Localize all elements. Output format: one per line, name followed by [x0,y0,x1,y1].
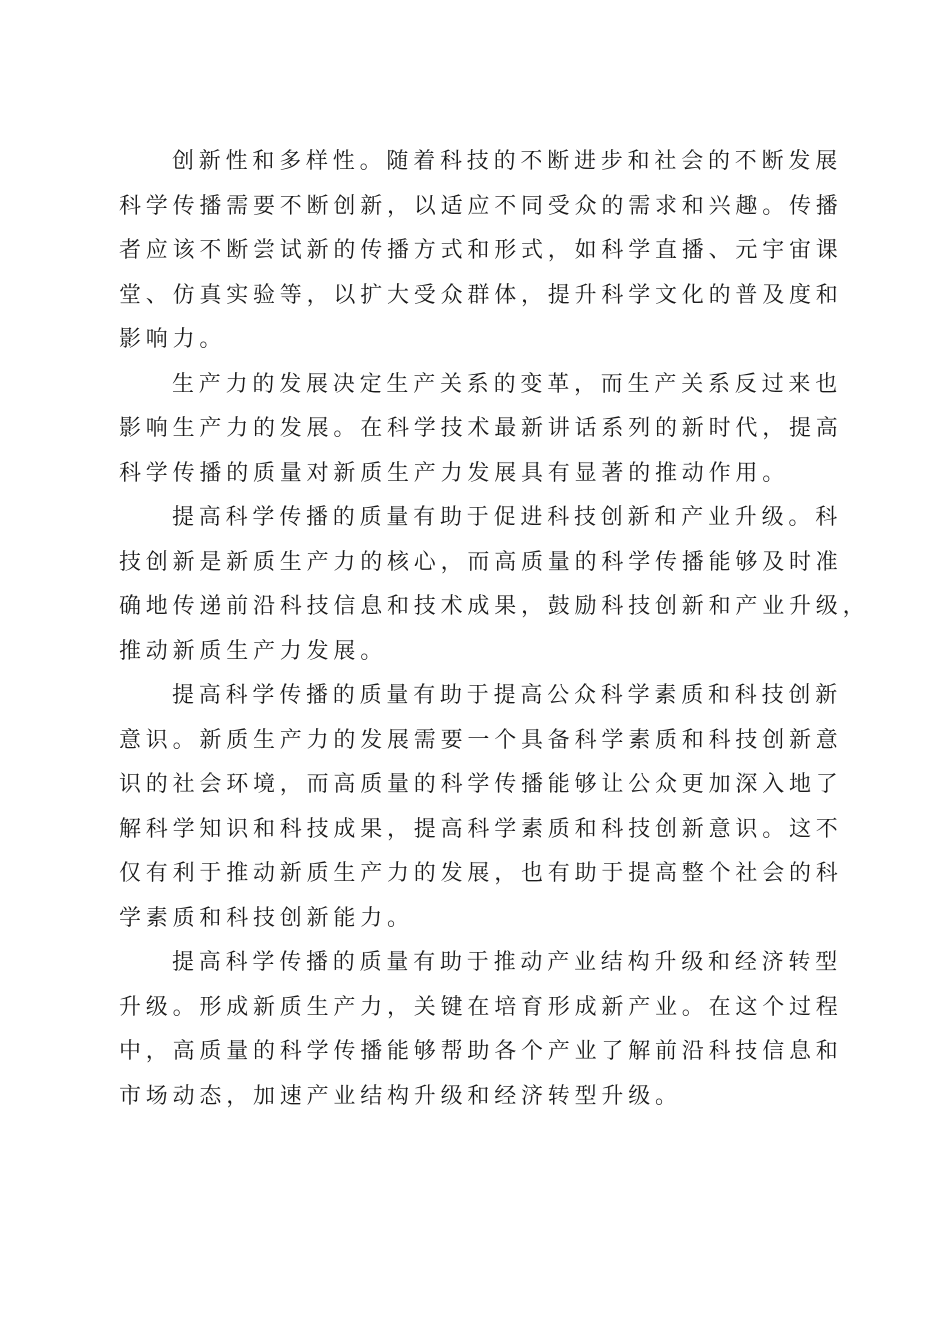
text-line: 生产力的发展决定生产关系的变革，而生产关系反过来也 [172,371,843,397]
text-line: 仅有利于推动新质生产力的发展，也有助于提高整个社会的科 [119,861,843,886]
text-line: 识的社会环境，而高质量的科学传播能够让公众更加深入地了 [119,772,843,797]
text-line: 提高科学传播的质量有助于推动产业结构升级和经济转型 [172,950,843,975]
text-line: 意识。新质生产力的发展需要一个具备科学素质和科技创新意 [119,727,843,753]
text-line: 推动新质生产力发展。 [119,638,388,664]
text-line: 确地传递前沿科技信息和技术成果，鼓励科技创新和产业升级， [119,594,870,619]
text-line: 提高科学传播的质量有助于促进科技创新和产业升级。科 [172,505,843,530]
body-text [119,140,870,1119]
text-line: 科学传播的质量对新质生产力发展具有显著的推动作用。 [119,460,790,486]
text-line: 升级。形成新质生产力，关键在培育形成新产业。在这个过程 [119,994,843,1020]
text-line: 者应该不断尝试新的传播方式和形式，如科学直播、元宇宙课 [119,238,843,263]
text-line: 影响生产力的发展。在科学技术最新讲话系列的新时代，提高 [119,416,843,441]
text-line: 学素质和科技创新能力。 [119,905,414,931]
paragraph-1 [119,140,843,363]
text-line: 堂、仿真实验等，以扩大受众群体，提升科学文化的普及度和 [119,282,843,308]
text-line: 中，高质量的科学传播能够帮助各个产业了解前沿科技信息和 [119,1039,843,1064]
paragraph-4 [119,674,843,941]
paragraph-5 [119,941,843,1119]
text-line: 影响力。 [119,327,227,352]
paragraph-3 [119,496,870,674]
text-line: 科学传播需要不断创新，以适应不同受众的需求和兴趣。传播 [119,193,843,219]
paragraph-2 [119,363,843,497]
text-line: 市场动态，加速产业结构升级和经济转型升级。 [119,1083,682,1109]
text-line: 创新性和多样性。随着科技的不断进步和社会的不断发展 [172,149,843,174]
text-line: 技创新是新质生产力的核心，而高质量的科学传播能够及时准 [119,549,843,575]
text-line: 提高科学传播的质量有助于提高公众科学素质和科技创新 [172,683,843,708]
text-line: 解科学知识和科技成果，提高科学素质和科技创新意识。这不 [119,816,843,842]
